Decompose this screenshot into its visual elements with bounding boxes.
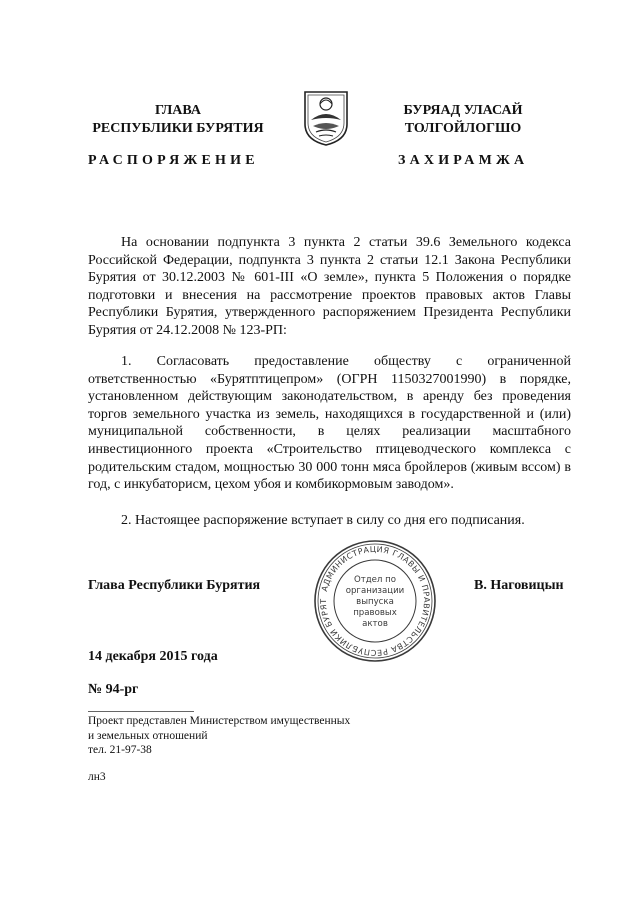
header-right-line2: ТОЛГОЙЛОГШО bbox=[404, 121, 522, 136]
clause-1-paragraph: 1. Согласовать предоставление обществу с ограниченной ответственностью «Бурятптицепром» (ОГРН 1150327001990) в порядке, установленном действующим законодательством, в аренду без проведения торгов земельного участка из земель, находящихся в государственной и (или) муниципальной собственности, в целях реализации масштабного инвестиционного проекта «Строительство птицеводческого комплекса с родительским стадом, мощностью 30 000 тонн мяса бройлеров (живым вссом) в год, с инкубаторисм, цехом убоя и комбикормовым заводом». bbox=[88, 354, 571, 493]
stamp-line-1: Отдел по bbox=[353, 575, 397, 585]
header-left bbox=[78, 102, 278, 138]
stamp-line-2: организации bbox=[345, 586, 405, 596]
header-left-line2: РЕСПУБЛИКИ БУРЯТИЯ bbox=[92, 121, 264, 136]
document-date: 14 декабря 2015 года bbox=[88, 649, 218, 664]
document-number: № 94-рг bbox=[88, 682, 139, 697]
preamble-paragraph: На основании подпункта 3 пункта 2 статьи 39.6 Земельного кодекса Российской Федерации, подпункта 3 пункта 2 статьи 12.1 Закона Республики Бурятия от 30.12.2003 № 601-III «О земле», пункта 5 Положения о порядке подготовки и внесения на рассмотрение проектов правовых актов Главы Республики Бурятия, утвержденного распоряжением Президента Республики Бурятия от 24.12.2008 № 123-РП: bbox=[88, 235, 571, 338]
doc-type-ru: РАСПОРЯЖЕНИЕ bbox=[88, 153, 259, 168]
stamp-line-3: выпуска bbox=[356, 597, 394, 607]
coat-of-arms-icon bbox=[303, 90, 349, 146]
footer-code: лн3 bbox=[88, 771, 106, 783]
stamp-ring-text: АДМИНИСТРАЦИЯ ГЛАВЫ И ПРАВИТЕЛЬСТВА РЕСПУБЛИКИ БУРЯТ bbox=[318, 544, 432, 658]
footer-line-1: Проект представлен Министерством имущественных bbox=[88, 715, 351, 727]
header-left-line1: ГЛАВА bbox=[155, 103, 201, 118]
stamp-line-4: правовых bbox=[353, 608, 397, 618]
header-right bbox=[372, 102, 554, 138]
footer-line-2: и земельных отношений bbox=[88, 729, 208, 742]
header-right-line1: БУРЯАД УЛАСАЙ bbox=[403, 103, 523, 118]
official-stamp-icon bbox=[312, 538, 438, 664]
signatory-title: Глава Республики Бурятия bbox=[88, 578, 261, 593]
footer-divider bbox=[88, 711, 194, 712]
signatory-name: В. Наговицын bbox=[474, 578, 564, 593]
doc-type-bua: ЗАХИРАМЖА bbox=[398, 153, 529, 168]
clause-2-paragraph: 2. Настоящее распоряжение вступает в силу со дня его подписания. bbox=[121, 513, 525, 528]
stamp-line-5: актов bbox=[362, 619, 388, 629]
footer-phone: тел. 21-97-38 bbox=[88, 744, 152, 756]
footer-note bbox=[88, 714, 408, 758]
